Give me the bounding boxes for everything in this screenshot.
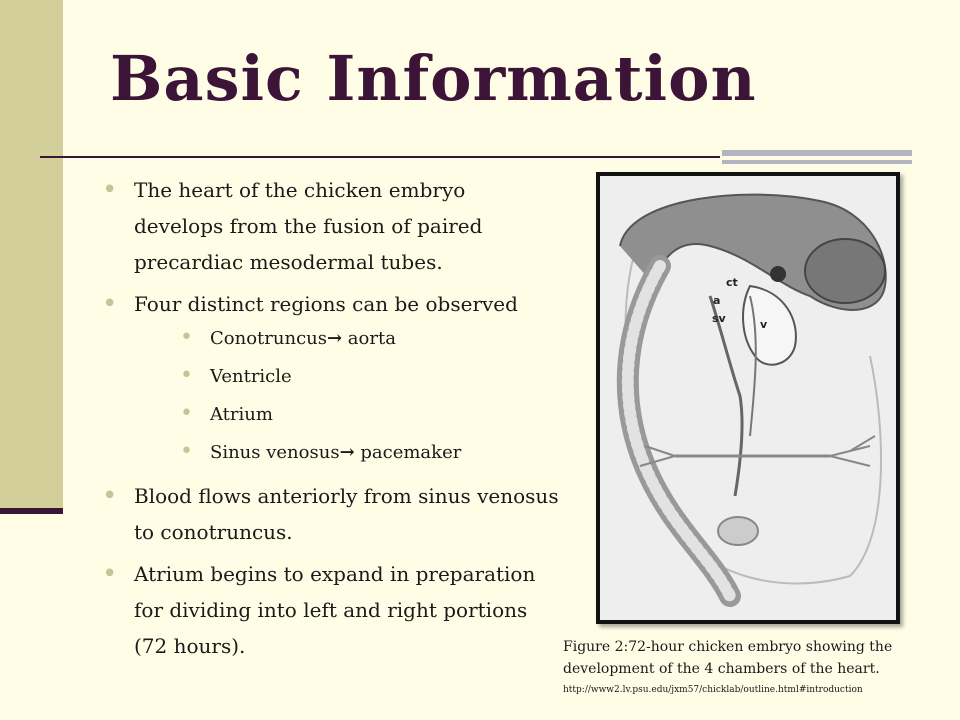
figure-caption: Figure 2:72-hour chicken embryo showing the development of the 4 chambers of the heart. [563,639,893,677]
sub-bullet-item [134,326,560,352]
sub-bullet-item [134,364,560,390]
bullet-item [100,556,560,664]
sub-bullet-text: Conotruncus [210,328,327,349]
figure-source-url: http://www2.lv.psu.edu/jxm57/chicklab/outline.html#introduction [563,685,863,695]
left-decorative-band [0,0,63,510]
sub-bullet-text: Sinus venosus [210,442,340,463]
bullet-text: Four distinct regions can be observed [134,292,518,316]
arrow-icon: → [326,328,343,349]
sub-bullet-suffix: pacemaker [354,442,462,463]
sub-bullet-text: Ventricle [210,366,292,387]
sub-bullet-text: Atrium [210,404,273,425]
title-accent-block [722,150,912,156]
bullet-text: The heart of the chicken embryo develops from the fusion of paired precardiac mesodermal tubes. [134,178,483,274]
label-a: a [713,294,721,307]
embryo-figure [596,172,900,624]
bullet-text: Atrium begins to expand in preparation for dividing into left and right portions (72 hours). [134,562,536,658]
title-divider [40,156,720,158]
bullet-item [100,172,560,280]
embryo-illustration [600,176,896,620]
left-band-accent [0,508,63,514]
label-ct: ct [726,276,738,289]
label-v: v [760,318,768,331]
label-sv: sv [712,312,726,325]
sub-bullet-item [134,402,560,428]
bullet-text: Blood flows anteriorly from sinus venosus to conotruncus. [134,484,559,544]
slide-title: Basic Information [110,42,757,115]
bullet-item [100,478,560,550]
bullet-list [100,172,560,670]
arrow-icon: → [339,442,355,463]
sub-bullet-list [134,326,560,466]
bullet-item [100,286,560,466]
title-accent-block-lower [722,160,912,164]
sub-bullet-suffix: aorta [342,328,396,349]
sub-bullet-item [134,440,560,466]
